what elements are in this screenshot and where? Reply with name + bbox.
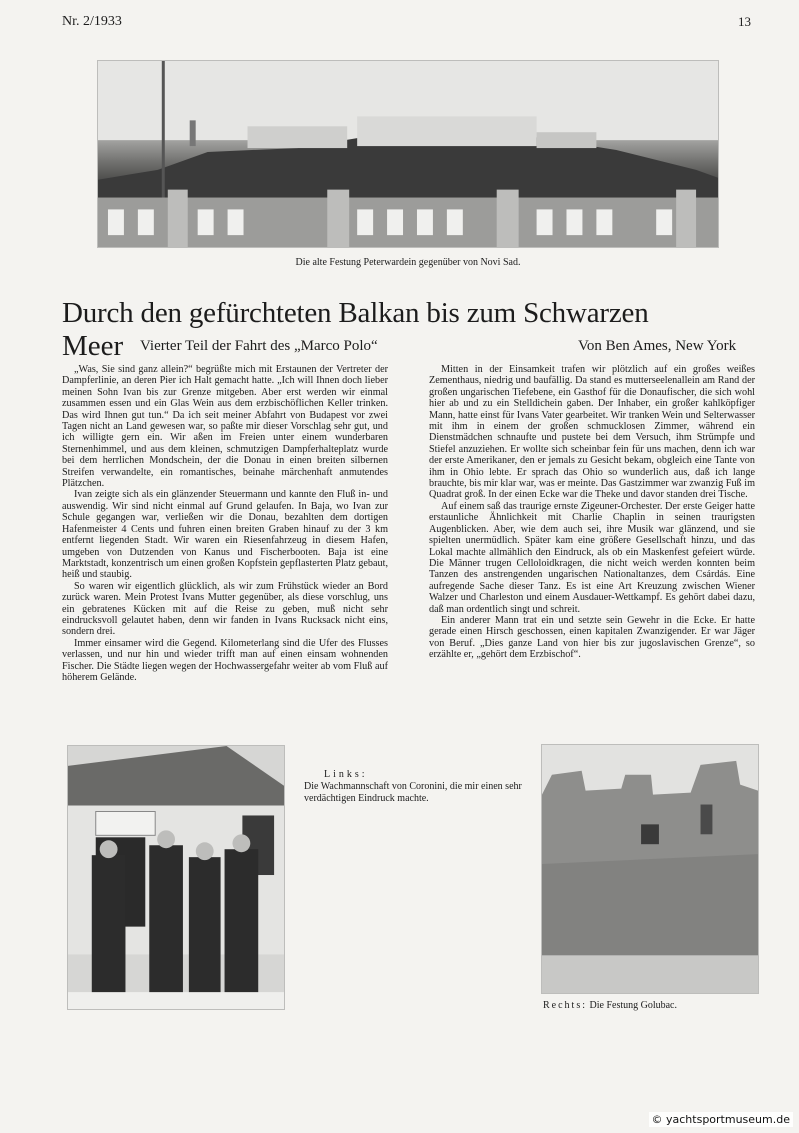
rechts-caption-text: Die Festung Golubac. bbox=[589, 1000, 677, 1011]
paragraph: Mitten in der Einsamkeit trafen wir plötzlich auf ein großes weißes Zementhaus, niedrig und baufällig. Da stand es mutterseelenallein am Rand der großen ungarischen Tiefebene, ein Gasthof für die Donaufischer, die sich wohl hier ab und zu ein Stelldichein gaben. Der Inhaber, ein großer kahlköpfiger Mann, hatte einst für Ivans Vater gearbeitet. Wir tranken Wein und Selterwasser mit ihm in einem der großen schmucklosen Zimmer, während ein Dienstmädchen schnaufte und pustete bei dem Versuch, ihm Strümpfe und Stiefel anzuziehen. Er wollte sich scheinbar fein für uns machen, denn ich war der erste Amerikaner, den er jemals zu Gesicht bekam, obgleich eine Tante von ihm in Ohio lebte. Er sprach das Ohio so wunderlich aus, daß ich lange brauchte, bis mir klar war, was er meinte. Das Gastzimmer war zwanzig Fuß im Quadrat groß. In der einen Ecke war die Theke und davor standen drei Tische. bbox=[429, 364, 755, 501]
text-column-right bbox=[429, 364, 755, 661]
fortress-photo bbox=[97, 60, 719, 248]
guards-photo bbox=[67, 745, 285, 1010]
article-author: Von Ben Ames, New York bbox=[578, 338, 737, 354]
top-photo-caption: Die alte Festung Peterwardein gegenüber von Novi Sad. bbox=[295, 257, 521, 268]
paragraph: So waren wir eigentlich glücklich, als wir zum Frühstück wieder an Bord zurück waren. Mein Protest Ivans Mutter gegenüber, als diese vorschlug, uns ein gebratenes Kücken mit auf die Reise zu geben, muß nicht sehr eindrucksvoll gelautet haben, denn wir fanden in Ivans Rucksack nicht eins, sondern drei. bbox=[62, 580, 388, 638]
paragraph: „Was, Sie sind ganz allein?“ begrüßte mich mit Erstaunen der Vertreter der Dampferlinie, an deren Pier ich Halt gemacht hatte. „Ich will Ihnen doch lieber meinen Sohn Ivan bis zur Grenze mitgeben. Aber erst werden wir einmal zusammen essen und ein Glas Wein aus dem erzbischöflichen Keller trinken. Das wird Ihnen gut tun.“ Da ich seit meiner Abfahrt von Budapest vor zwei Tagen nicht an Land gewesen war, so paßte mir dieser Vorschlag sehr gut, und ich willigte gern ein. Wir aßen im Freien unter einem wunderbaren Sternenhimmel, und aus dem kleinen, schmutzigen Dampferhalteplatz wurde bei dem herrlichen Mondschein, der die Donau in einen breiten silbernen Streifen verwandelte, ein romantisches, beinahe märchenhaft anmutendes Plätzchen. bbox=[62, 364, 388, 490]
golubac-photo bbox=[541, 744, 759, 994]
links-caption-tag: Links: bbox=[324, 769, 368, 780]
paragraph: Ein anderer Mann trat ein und setzte sein Gewehr in die Ecke. Er hatte gerade einen Hirsch geschossen, einen kapitalen Zwanzigender. Er war Jäger von Beruf. „Dies ganze Land von hier bis zur jugoslavischen Grenze“, so erzählte er, „gehört dem Erzbischof“. bbox=[429, 614, 755, 661]
rechts-caption bbox=[543, 1000, 759, 1012]
links-caption bbox=[302, 769, 534, 805]
rechts-caption-tag: Rechts: bbox=[543, 1000, 587, 1011]
page-number: 13 bbox=[738, 14, 751, 29]
article-title: Durch den gefürchteten Balkan bis zum Schwarzen bbox=[62, 297, 649, 329]
paragraph: Auf einem saß das traurige ernste Zigeuner-Orchester. Der erste Geiger hatte erstaunliche Ähnlichkeit mit Charlie Chaplin in seinen traurigsten Augenblicken. Aber, wie dem auch sei, ihre Musik war glänzend, und sie spielten unermüdlich. Später kam eine größere Gesellschaft hinzu, und das Lokal machte allmählich den Eindruck, als ob ein Maskenfest gefeiert würde. Die Männer trugen Celloloidkragen, die nicht weich werden konnten beim Tanzen des anstrengenden ungarischen Nationaltanzes, dem Csárdás. Eine aufregende Sache dieser Tanz. Es ist eine Art Kreuzung zwischen Wiener Walzer und Charleston und einem Ausdauer-Wettkampf. Es gehört dabei dazu, daß man ordentlich singt und schreit. bbox=[429, 500, 755, 615]
text-column-left bbox=[62, 364, 388, 683]
watermark: © yachtsportmuseum.de bbox=[649, 1112, 793, 1127]
article-subtitle: Vierter Teil der Fahrt des „Marco Polo“ bbox=[140, 338, 378, 354]
links-caption-text: Die Wachmannschaft von Coronini, die mir einen sehr verdächtigen Eindruck machte. bbox=[304, 781, 522, 804]
issue-number: Nr. 2/1933 bbox=[62, 14, 122, 29]
paragraph: Ivan zeigte sich als ein glänzender Steuermann und kannte den Fluß in- und auswendig. Wir sind nicht einmal auf Grund gelaufen. In Baja, wo Ivan zur Schule gegangen war, verließen wir die Donau, bezahlten dem dortigen Hafenmeister 4 Cents und fuhren einen breiten Graben hinauf zu der 3 km entfernt liegenden Stadt. Wir waren ein Riesenfahrzeug in diesem Hafen, umgeben von Dutzenden von Kanus und Fischerbooten. Baja ist eine Marktstadt, konzentrisch um einen großen Kopfstein gepflasterten Platz gebaut, heiß und staubig. bbox=[62, 489, 388, 581]
paragraph: Immer einsamer wird die Gegend. Kilometerlang sind die Ufer des Flusses verlassen, und nur hin und wieder trifft man auf einen einsam wohnenden Fischer. Die Städte liegen wegen der Hochwassergefahr weiter ab vom Fluß auf höherem Gelände. bbox=[62, 637, 388, 683]
article-title-continued: Meer bbox=[62, 330, 124, 362]
